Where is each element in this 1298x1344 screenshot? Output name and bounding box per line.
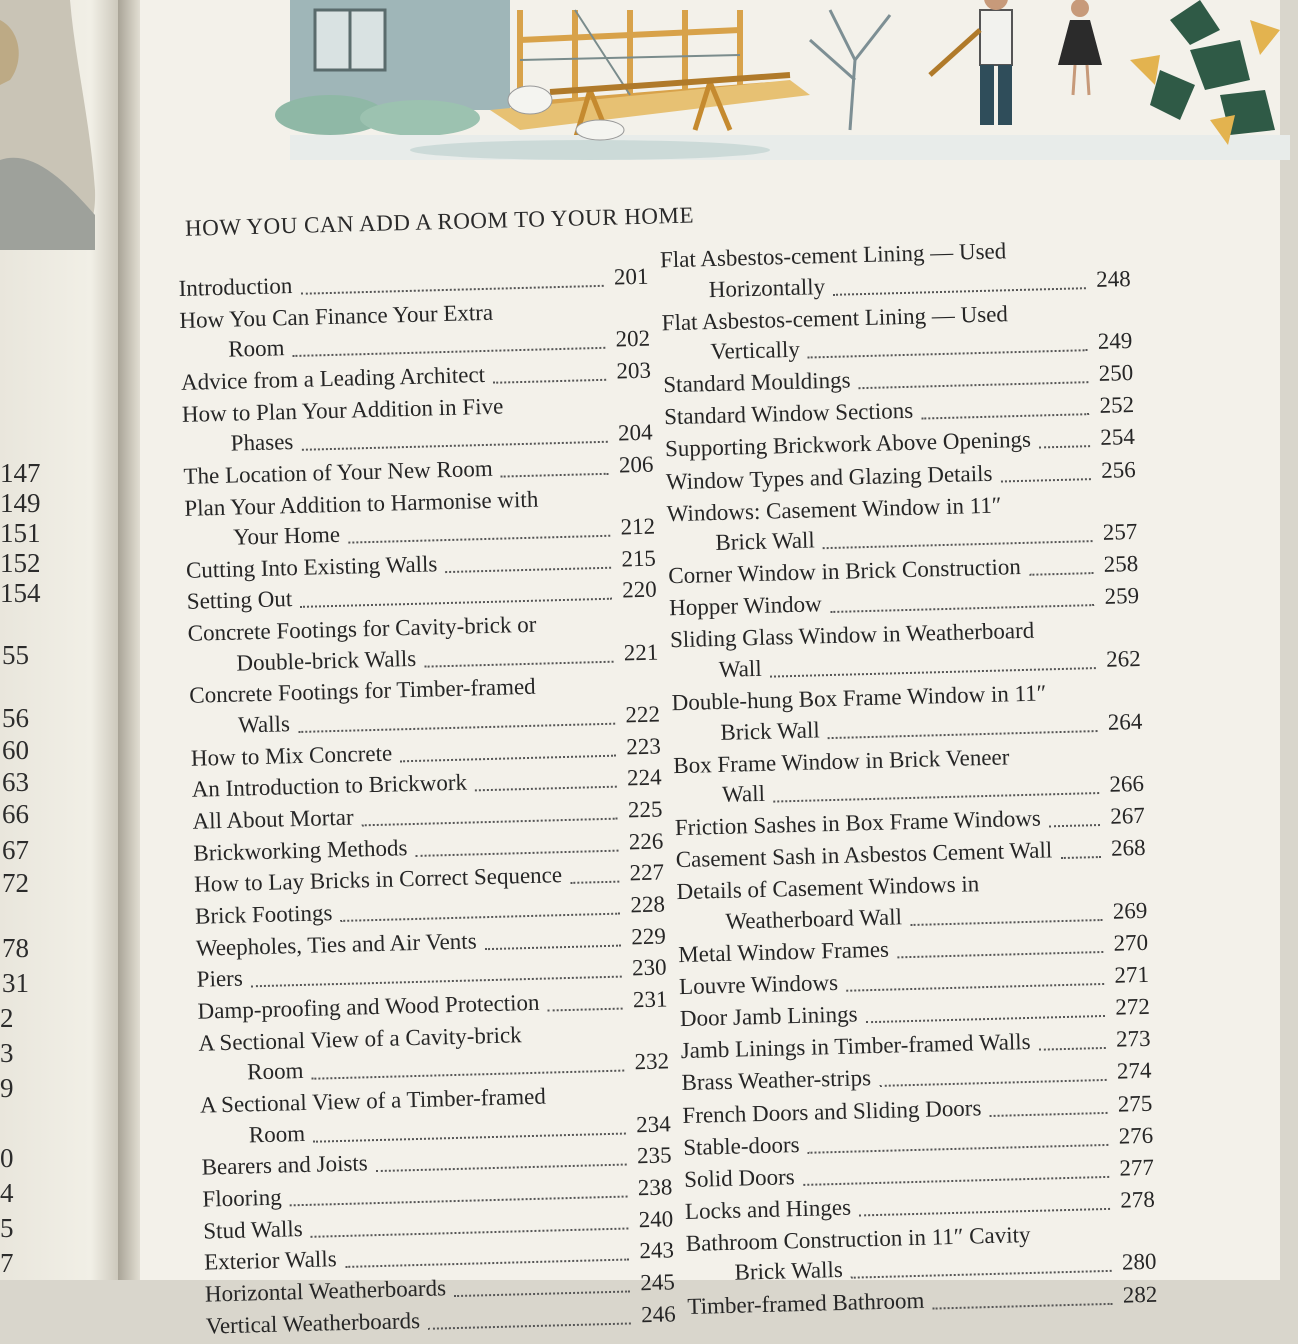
left-page-number: 78 [2,933,29,963]
toc-leader-dots [1039,446,1090,449]
toc-page-number: 248 [1095,265,1132,292]
toc-page-number: 272 [1114,993,1151,1020]
toc-leader-dots [859,1208,1110,1217]
toc-page-number: 231 [632,986,668,1013]
toc-page-number: 222 [625,701,661,728]
toc-leader-dots [485,944,621,950]
toc-entry [659,235,1132,302]
toc-leader-dots [475,786,617,792]
toc-entry-title: Vertical Weatherboards [205,1307,421,1339]
toc-leader-dots [302,441,608,451]
toc-leader-dots [830,604,1094,613]
toc-entry-title: Brickworking Methods [193,834,408,866]
toc-leader-dots [298,722,615,732]
toc-leader-dots [454,1290,630,1297]
toc-entry-title: Jamb Linings in Timber-framed Walls [680,1029,1031,1064]
toc-page-number: 269 [1112,897,1148,924]
toc-entry-title: Louvre Windows [678,970,839,1000]
toc-page-number: 267 [1109,803,1146,829]
toc-leader-dots [313,1132,626,1142]
toc-entry-title: How to Lay Bricks in Correct Sequence [193,862,563,898]
toc-leader-dots [493,379,606,384]
toc-leader-dots [880,1079,1107,1087]
toc-page-number: 258 [1103,551,1139,578]
toc-page-number: 250 [1098,360,1134,387]
toc-leader-dots [1001,478,1091,482]
toc-leader-dots [548,1008,623,1012]
toc-leader-dots [345,1259,629,1268]
left-page-number: 31 [2,968,29,998]
toc-page-number: 206 [618,451,654,478]
toc-entry-title: Sliding Glass Window in Weatherboard [669,618,1035,653]
left-page-number: 2 [0,1003,14,1033]
toc-page-number: 249 [1097,328,1133,355]
toc-page-number: 276 [1118,1122,1154,1149]
left-page-number: 66 [2,799,29,829]
toc-leader-dots [348,535,610,544]
toc-leader-dots [803,1176,1109,1186]
toc-entry-title: Flooring [202,1184,283,1212]
toc-leader-dots [428,1322,631,1329]
toc-page-number: 215 [621,545,657,572]
toc-entry-title: Brick Wall [715,527,816,556]
toc-entry-title: Hopper Window [668,591,823,621]
toc-page-number: 280 [1121,1249,1157,1275]
toc-page-number: 274 [1116,1058,1152,1085]
toc-entry-title: Cutting Into Existing Walls [185,550,438,583]
left-page-number: 72 [2,868,29,898]
toc-page-number: 243 [639,1237,675,1264]
toc-leader-dots [770,667,1096,678]
toc-page-number: 275 [1117,1090,1153,1117]
toc-page-number: 264 [1107,708,1143,735]
toc-leader-dots [311,1070,624,1080]
toc-leader-dots [340,913,620,922]
toc-entry-title: How to Plan Your Addition in Five [181,393,504,427]
toc-page-number: 277 [1119,1154,1155,1181]
toc-entry-title: Metal Window Frames [677,936,890,968]
toc-entry-title: Standard Mouldings [663,367,851,398]
toc-entry-title: An Introduction to Brickwork [191,769,468,802]
toc-entry-title: Wall [721,780,766,807]
toc-entry-title: Timber-framed Bathroom [687,1287,925,1319]
toc-page-number: 252 [1099,392,1135,419]
toc-leader-dots [866,1015,1105,1023]
toc-leader-dots [807,1144,1108,1154]
toc-leader-dots [897,951,1103,958]
toc-entry-title: Brick Wall [720,716,821,745]
toc-page-number: 202 [615,325,651,352]
left-page-number: 0 [0,1143,14,1173]
toc-entry-title: Solid Doors [683,1163,795,1192]
left-page-number: 3 [0,1038,14,1068]
toc-leader-dots [808,349,1088,358]
toc-entry-title: Brass Weather-strips [681,1065,872,1096]
left-page-number: 63 [2,767,29,797]
toc-entry-title: Vertically [710,336,801,365]
toc-leader-dots [833,287,1086,296]
toc-entry-title: Room [246,1058,304,1085]
toc-entry-title: Concrete Footings for Cavity-brick or [187,611,537,646]
toc-leader-dots [773,792,1099,803]
toc-leader-dots [858,381,1088,389]
toc-page-number: 262 [1105,645,1141,672]
toc-entry-title: Weepholes, Ties and Air Vents [195,928,477,961]
toc-leader-dots [990,1111,1108,1116]
toc-page-number: 223 [625,732,662,759]
toc-entry-title: Room [248,1120,306,1147]
toc-leader-dots [501,473,609,478]
toc-entry-title: Windows: Casement Window in 11″ [666,492,1002,526]
toc-leader-dots [933,1302,1113,1309]
toc-leader-dots [292,347,605,357]
toc-entry-title: Standard Window Sections [663,398,914,430]
toc-entry-title: Flat Asbestos-cement Lining — Used [661,300,1009,335]
toc-entry-title: A Sectional View of a Cavity-brick [198,1022,522,1056]
toc-leader-dots [1029,572,1093,576]
toc-entry-title: Bathroom Construction in 11″ Cavity [685,1221,1031,1256]
toc-entry-title: Flat Asbestos-cement Lining — Used [659,238,1007,273]
toc-page-number: 270 [1113,929,1149,956]
toc-entry-title: Room [227,335,285,362]
toc-entry-title: Concrete Footings for Timber-framed [188,674,536,709]
toc-entry-title: Door Jamb Linings [679,1001,858,1032]
toc-page-number: 257 [1102,519,1138,545]
toc-page-number: 227 [629,859,665,886]
toc-leader-dots [416,849,619,856]
toc-leader-dots [911,919,1103,926]
toc-entry-title: Horizontal Weatherboards [204,1275,447,1307]
toc-page-number: 240 [638,1205,674,1232]
toc-page-number: 278 [1119,1186,1156,1213]
toc-page-number: 229 [630,923,667,950]
toc-page-number: 254 [1100,424,1136,451]
toc-entry-title: Friction Sashes in Box Frame Windows [674,805,1042,841]
toc-leader-dots [823,540,1093,549]
toc-leader-dots [1039,1047,1106,1051]
left-page-number: 5 [0,1213,14,1243]
toc-page-number: 234 [635,1110,671,1137]
toc-entry-title: Your Home [232,521,341,550]
toc-leader-dots [1049,824,1100,827]
left-page-number: 56 [2,703,29,733]
toc-leader-dots [251,976,622,988]
toc-leader-dots [400,754,616,762]
toc-page-number: 203 [616,357,652,384]
toc-leader-dots [828,730,1098,739]
left-page-number: 60 [2,735,29,765]
toc-entry-title: Supporting Brickwork Above Openings [664,427,1032,462]
toc-entry-title: Weatherboard Wall [725,904,903,934]
toc-entry-title: Advice from a Leading Architect [180,361,486,395]
toc-page-number: 201 [613,263,649,290]
toc-leader-dots [425,660,614,667]
toc-page-number: 212 [620,513,656,540]
toc-entry-title: A Sectional View of a Timber-framed [199,1083,547,1118]
left-page-number: 147 [0,458,41,488]
toc-entry-title: French Doors and Sliding Doors [682,1094,982,1128]
toc-leader-dots [301,285,604,295]
toc-page-number: 245 [639,1269,676,1296]
toc-entry-title: Double-brick Walls [236,645,417,676]
toc-entry-title: Damp-proofing and Wood Protection [197,989,540,1024]
toc-page-number: 238 [637,1174,673,1201]
section-heading: HOW YOU CAN ADD A ROOM TO YOUR HOME [184,202,695,241]
toc-page-number: 266 [1109,770,1145,797]
left-page-number: 152 [0,548,41,578]
left-page-number: 7 [0,1248,14,1278]
toc-page-number: 246 [640,1300,676,1327]
toc-leader-dots [570,881,619,884]
toc-entry-title: Plan Your Addition to Harmonise with [184,486,539,521]
toc-entry-title: Stable-doors [682,1131,800,1160]
toc-entry-title: Walls [237,710,291,738]
toc-entry-title: Piers [196,965,244,993]
toc-entry-title: Introduction [178,272,293,301]
toc-entry-title: Details of Casement Windows in [676,871,980,905]
toc-page-number: 271 [1114,961,1150,988]
toc-leader-dots [921,413,1089,419]
toc-entry-title: How to Mix Concrete [190,740,393,771]
toc-page-number: 259 [1104,583,1140,610]
toc-entry-title: Exterior Walls [203,1246,337,1275]
toc-entry [178,263,649,301]
toc-leader-dots [846,983,1104,992]
toc-page-number: 228 [630,891,666,918]
toc-page-number: 232 [634,1048,670,1075]
left-page-number: 149 [0,488,41,518]
left-page-number: 151 [0,518,41,548]
toc-page-number: 226 [628,828,664,854]
left-page-number: 67 [2,835,29,865]
toc-page-number: 220 [621,576,658,603]
toc-entry-title: Locks and Hinges [684,1194,852,1224]
toc-leader-dots [310,1227,628,1237]
toc-page-number: 235 [636,1142,672,1169]
toc-entry-title: Setting Out [186,586,293,615]
toc-page-number: 273 [1115,1026,1151,1052]
toc-page-number: 224 [626,764,662,791]
toc-entry-title: Wall [718,655,762,682]
toc-entry-title: Corner Window in Brick Construction [668,554,1022,589]
toc-leader-dots [290,1195,628,1206]
toc-leader-dots [376,1164,627,1173]
left-page-number: 9 [0,1073,14,1103]
toc-leader-dots [1061,856,1101,859]
toc-entry-title: Casement Sash in Asbestos Cement Wall [675,837,1053,873]
toc-entry-title: Horizontally [708,273,826,302]
toc-entry-title: How You Can Finance Your Extra [179,299,494,333]
toc-entry-title: Box Frame Window in Brick Veneer [672,743,1010,778]
left-page-number: 55 [2,640,29,670]
toc-entry-title: All About Mortar [192,804,354,834]
toc-leader-dots [445,566,611,572]
toc-leader-dots [300,598,612,608]
toc-page-number: 225 [627,796,663,823]
toc-entry-title: Brick Footings [194,900,333,929]
toc-page-number: 282 [1122,1281,1158,1308]
left-page-number: 154 [0,578,41,608]
toc-entry-title: Phases [230,429,294,456]
toc-page-number: 268 [1110,835,1146,862]
toc-leader-dots [362,818,618,827]
toc-entry-title: Stud Walls [202,1215,303,1244]
toc-entry-title: Brick Walls [734,1257,844,1286]
left-page-number: 4 [0,1178,14,1208]
toc-page-number: 221 [623,639,659,666]
toc-page-number: 230 [631,954,667,981]
toc-entry-title: Window Types and Glazing Details [665,460,993,494]
toc-page-number: 256 [1100,456,1137,483]
toc-entry [197,986,668,1024]
toc-page-number: 204 [617,419,653,446]
toc-entry-title: Bearers and Joists [201,1150,369,1180]
toc-entry-title: Double-hung Box Frame Window in 11″ [671,680,1047,716]
toc-entry-title: The Location of Your New Room [183,455,493,489]
